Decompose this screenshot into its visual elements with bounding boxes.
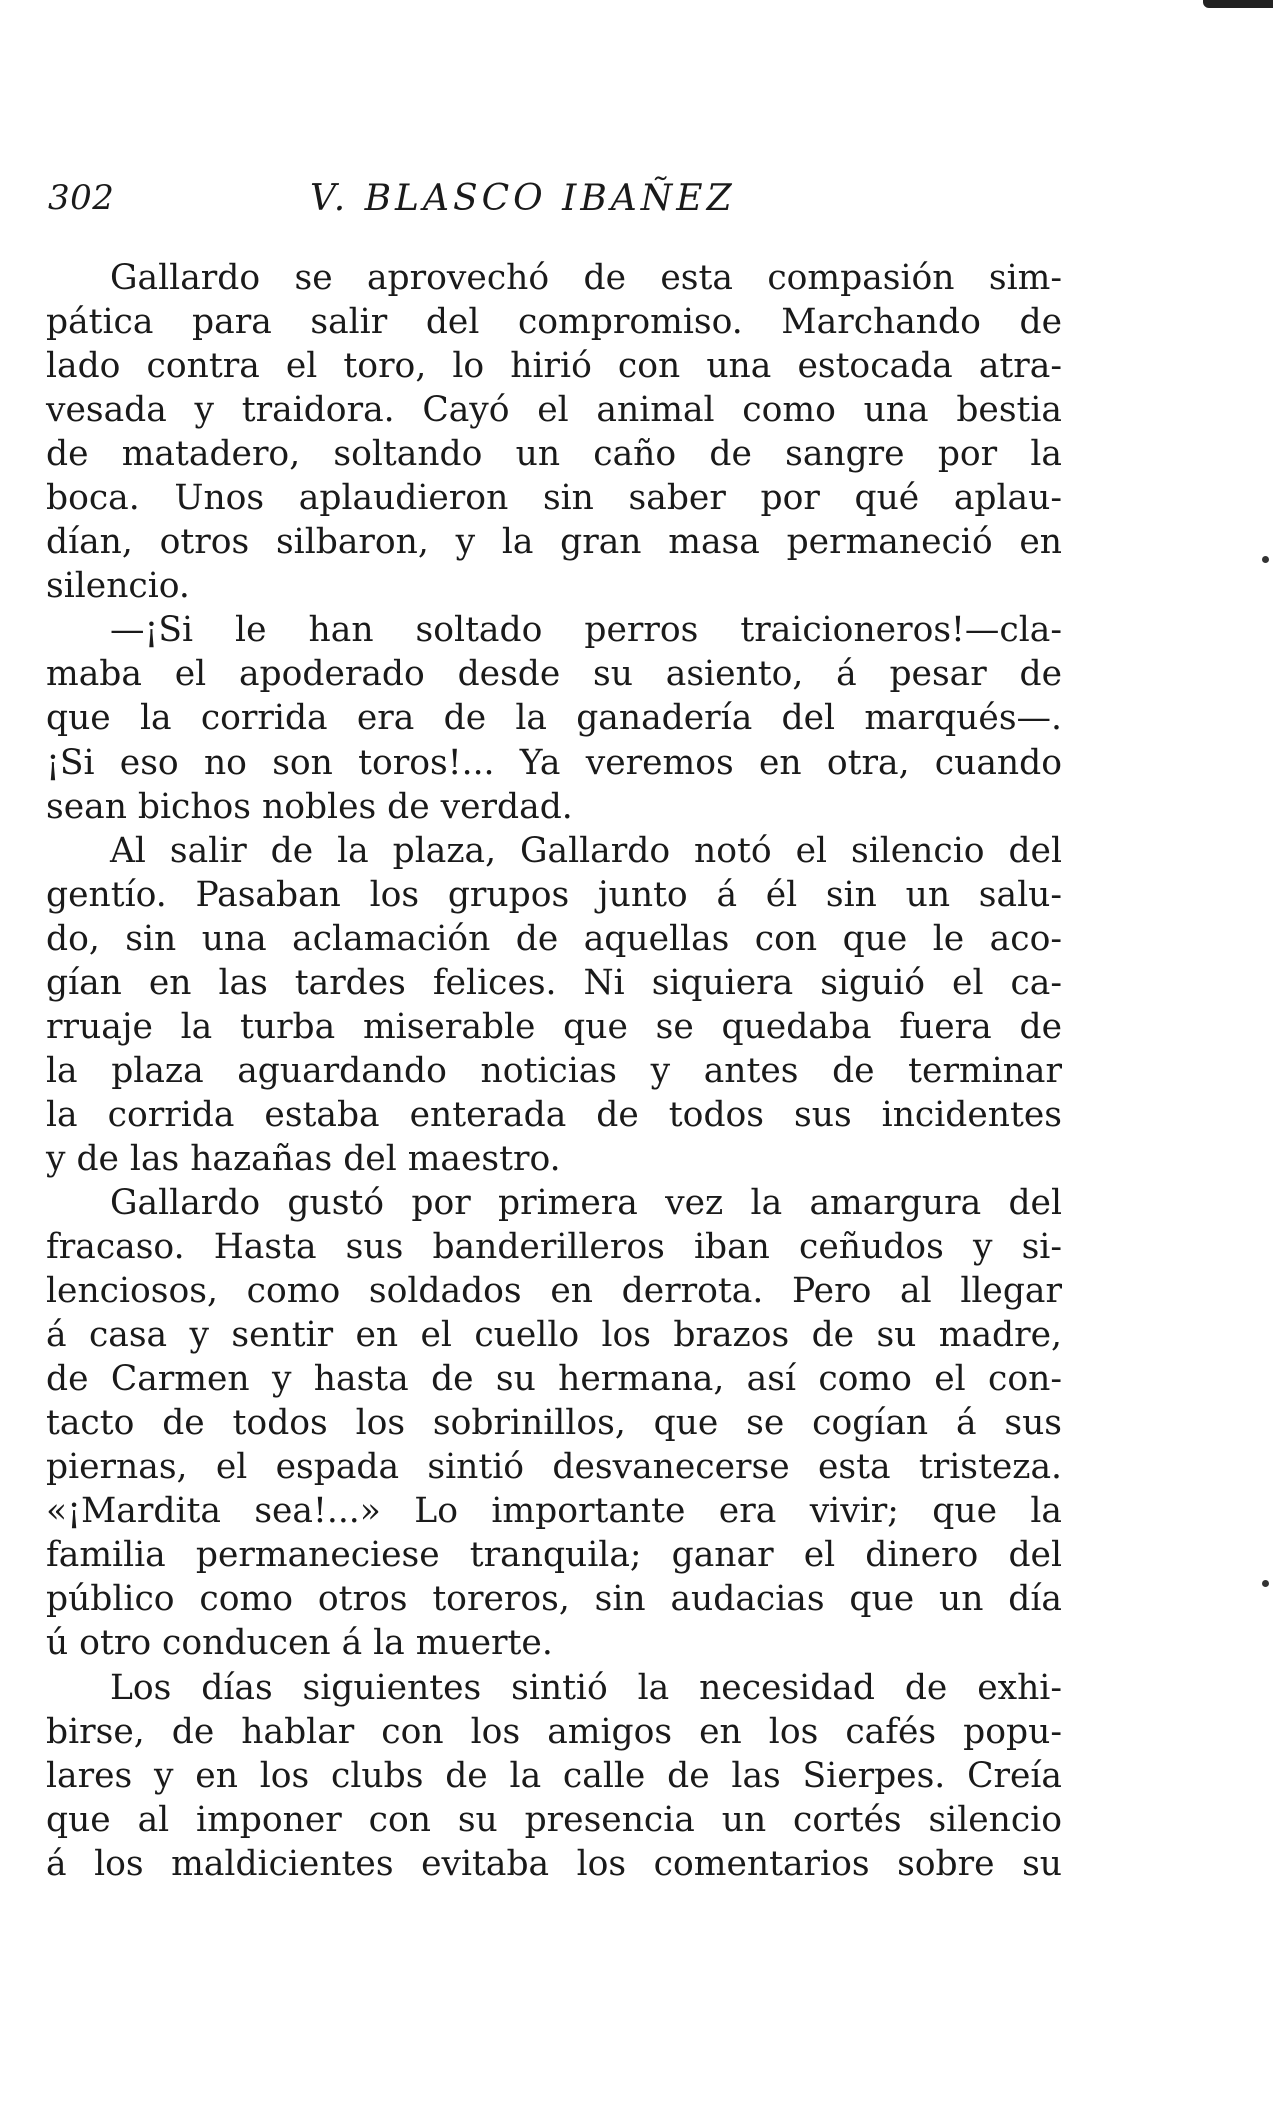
text-line: Al salir de la plaza, Gallardo notó el silencio del	[110, 830, 1062, 871]
text-line: vesada y traidora. Cayó el animal como una bestia	[46, 390, 1062, 431]
text-line: que al imponer con su presencia un cortés silencio	[46, 1799, 1062, 1840]
text-line: ¡Si eso no son toros!... Ya veremos en otra, cuando	[46, 742, 1062, 783]
text-line: la corrida estaba enterada de todos sus incidentes	[46, 1094, 1062, 1135]
text-line: á casa y sentir en el cuello los brazos de su madre,	[46, 1315, 1062, 1356]
page-header	[48, 168, 1058, 228]
text-line: lado contra el toro, lo hirió con una estocada atra-	[46, 346, 1062, 387]
text-line: Gallardo gustó por primera vez la amargura del	[110, 1182, 1062, 1223]
text-line: boca. Unos aplaudieron sin saber por qué aplau-	[46, 478, 1062, 519]
margin-mark	[1262, 1580, 1269, 1587]
text-line: de matadero, soltando un caño de sangre por la	[46, 434, 1062, 475]
text-line: y de las hazañas del maestro.	[46, 1138, 561, 1179]
text-line: tacto de todos los sobrinillos, que se cogían á sus	[46, 1403, 1062, 1444]
text-line: —¡Si le han soltado perros traicioneros!—cla-	[110, 610, 1062, 651]
text-line: familia permaneciese tranquila; ganar el dinero del	[46, 1535, 1062, 1576]
text-line: de Carmen y hasta de su hermana, así como el con-	[46, 1359, 1062, 1400]
text-line: que la corrida era de la ganadería del marqués—.	[46, 698, 1062, 739]
text-line: la plaza aguardando noticias y antes de terminar	[46, 1050, 1062, 1091]
text-line: á los maldicientes evitaba los comentarios sobre su	[46, 1843, 1062, 1884]
text-line: maba el apoderado desde su asiento, á pesar de	[46, 654, 1062, 695]
text-line: Los días siguientes sintió la necesidad de exhi-	[110, 1667, 1062, 1708]
text-line: fracaso. Hasta sus banderilleros iban ceñudos y si-	[46, 1227, 1062, 1268]
text-line: lares y en los clubs de la calle de las Sierpes. Creía	[46, 1755, 1062, 1796]
body-text	[46, 256, 1062, 1886]
page-edge-mark	[1203, 0, 1273, 8]
text-line: birse, de hablar con los amigos en los cafés popu-	[46, 1711, 1062, 1752]
text-line: pática para salir del compromiso. Marchando de	[46, 302, 1062, 343]
running-head: V. BLASCO IBAÑEZ	[310, 178, 736, 219]
text-line: do, sin una aclamación de aquellas con que le aco-	[46, 918, 1062, 959]
text-line: sean bichos nobles de verdad.	[46, 786, 573, 827]
text-line: ú otro conducen á la muerte.	[46, 1623, 553, 1664]
page-number: 302	[48, 178, 115, 218]
text-line: piernas, el espada sintió desvanecerse esta tristeza.	[46, 1447, 1062, 1488]
margin-mark	[1262, 556, 1269, 563]
text-line: lenciosos, como soldados en derrota. Pero al llegar	[46, 1271, 1062, 1312]
text-line: rruaje la turba miserable que se quedaba fuera de	[46, 1006, 1062, 1047]
text-line: gentío. Pasaban los grupos junto á él sin un salu-	[46, 874, 1062, 915]
text-line: silencio.	[46, 566, 190, 607]
text-line: Gallardo se aprovechó de esta compasión sim-	[110, 258, 1062, 298]
text-line: «¡Mardita sea!...» Lo importante era vivir; que la	[46, 1491, 1062, 1532]
text-line: público como otros toreros, sin audacias que un día	[46, 1579, 1062, 1620]
text-line: gían en las tardes felices. Ni siquiera siguió el ca-	[46, 962, 1062, 1003]
text-line: dían, otros silbaron, y la gran masa permaneció en	[46, 522, 1062, 563]
